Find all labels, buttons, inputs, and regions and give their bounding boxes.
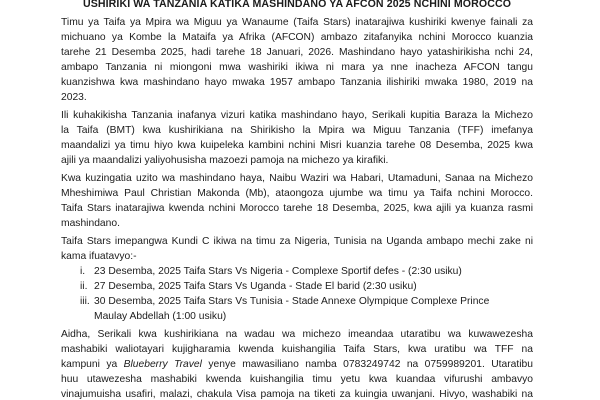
text-line: tarehe 21 Desemba 2025, hadi tarehe 18 Januari, 2026. Mashindano hayo yatashirikisha nchi 24, <box>61 47 533 58</box>
list-item-marker: ii. <box>80 281 88 292</box>
text-line: 30 Desemba, 2025 Taifa Stars Vs Tunisia - Stade Annexe Olympique Complexe Prince <box>94 296 490 307</box>
list-item-text <box>94 264 533 279</box>
italic-text: Blueberry Travel <box>123 359 202 370</box>
text-line: ajili ya maandalizi yaliyohusisha mazoezi pamoja na michezo ya kirafiki. <box>61 155 389 166</box>
text-line: kampuni ya Blueberry Travel yenye mawasiliano namba 0783249742 na 0759989201. Utaratibu <box>61 359 533 370</box>
paragraph <box>61 327 533 400</box>
text-line: mashindano. <box>61 218 120 229</box>
text-line: maandalizi ya timu hiyo kwa kuipeleka kambini nchini Misri kuanzia tarehe 08 Desemba, 2025 kwa <box>61 140 533 151</box>
text-line: Aidha, Serikali kwa kushirikiana na wadau wa michezo imeandaa utaratibu wa kuwawezesha <box>61 329 533 340</box>
list-item <box>61 294 533 324</box>
text-line: Taifa Stars imepangwa Kundi C ikiwa na timu za Nigeria, Tunisia na Uganda ambapo mechi zake ni <box>61 236 533 247</box>
document-body <box>61 15 533 400</box>
paragraph <box>61 108 533 168</box>
text-line: Timu ya Taifa ya Mpira wa Miguu ya Wanaume (Taifa Stars) inatarajiwa kushiriki kwenye fainali za <box>61 17 533 28</box>
match-list <box>61 264 533 324</box>
list-item-text <box>94 279 533 294</box>
list-item <box>61 279 533 294</box>
paragraph <box>61 171 533 231</box>
text-line: Maulay Abdellah (1:00 usiku) <box>94 311 227 322</box>
paragraph <box>61 234 533 264</box>
text-line: Kwa kuzingatia uzito wa mashindano haya, Naibu Waziri wa Habari, Utamaduni, Sanaa na Michezo <box>61 173 533 184</box>
text-line: Taifa Stars inatarajiwa kwenda nchini Morocco tarehe 18 Desemba, 2025, kwa ajili ya kuanza rasmi <box>61 203 533 214</box>
text-line: vinajumuisha usafiri, malazi, chakula Visa pamoja na tiketi za kuingia uwanjani. Hivyo, washabiki na <box>61 389 533 400</box>
paragraph <box>61 15 533 105</box>
text-line: kuanzishwa kwa mashindano hayo mwaka 1957 ambapo Tanzania ilishiriki mwaka 1980, 2019 na <box>61 77 533 88</box>
document-title: USHIRIKI WA TANZANIA KATIKA MASHINDANO YA AFCON 2025 NCHINI MOROCCO <box>82 0 512 10</box>
text-line: 27 Desemba, 2025 Taifa Stars Vs Uganda - Stade El barid (2:30 usiku) <box>94 281 417 292</box>
text-line: kama ifuatavyo:- <box>61 251 137 262</box>
text-line: ambapo Tanzania ni miongoni mwa washiriki ikiwa ni mara ya nne inacheza AFCON tangu <box>61 62 533 73</box>
list-item-marker: iii. <box>80 296 90 307</box>
list-item-marker: i. <box>80 266 86 277</box>
text-line: huu utawezesha mashabiki kwenda kuishangilia timu yetu kwa kuandaa vifurushi ambavyo <box>61 374 533 385</box>
text-line: Ili kuhakikisha Tanzania inafanya vizuri katika mashindano hayo, Serikali kupitia Baraza la Michezo <box>61 110 533 121</box>
text-line: 2023. <box>61 92 87 103</box>
text-line: mashabiki waliotayari kujigharamia kwenda kuishangilia Taifa Stars, kwa uratibu wa TFF na <box>61 344 533 355</box>
text-line: Mheshimiwa Paul Christian Makonda (Mb), ataongoza ujumbe wa timu ya Taifa nchini Morocco. <box>61 188 533 199</box>
list-item <box>61 264 533 279</box>
text-line: michuano ya Kombe la Mataifa ya Afrika (AFCON) ambazo zitafanyika nchini Morocco kuanzia <box>61 32 533 43</box>
text-line: 23 Desemba, 2025 Taifa Stars Vs Nigeria - Complexe Sportif defes - (2:30 usiku) <box>94 266 462 277</box>
list-item-text <box>94 294 533 324</box>
text-line: la Taifa (BMT) kwa kushirikiana na Shirikisho la Mpira wa Miguu Tanzania (TFF) imefanya <box>61 125 533 136</box>
